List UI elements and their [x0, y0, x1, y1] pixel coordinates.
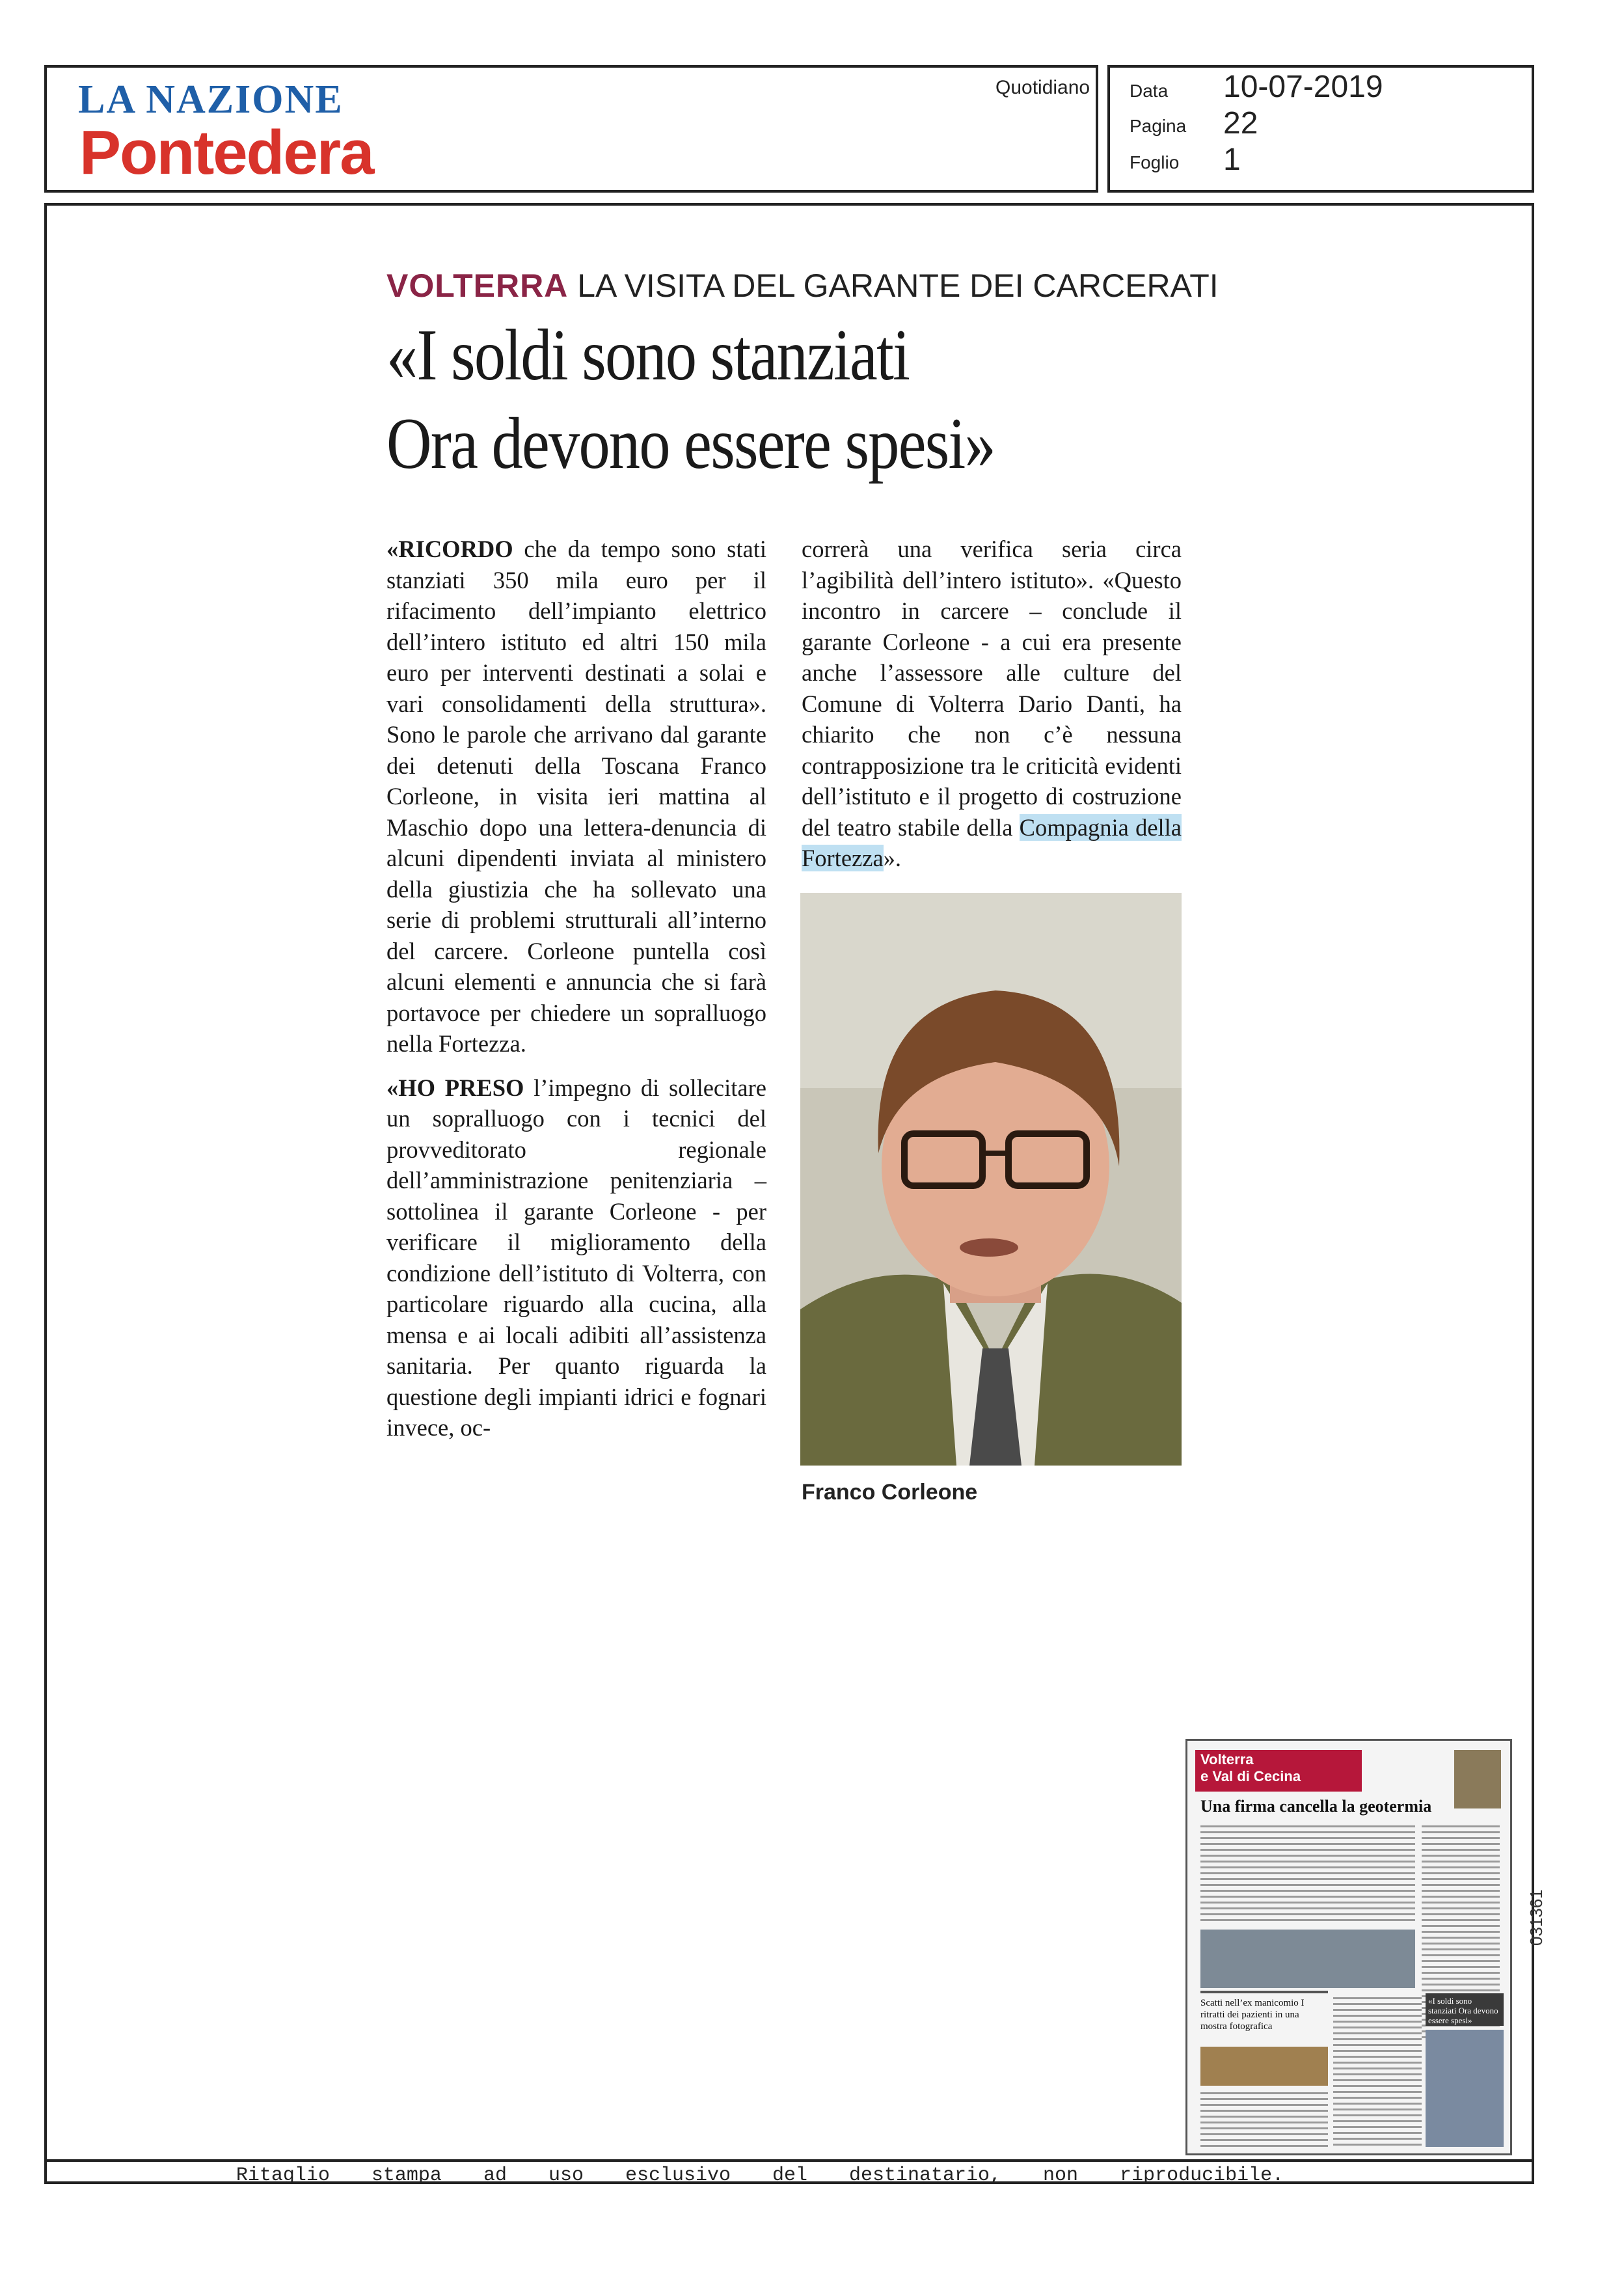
paragraph-1-text: che da tempo sono stati stanziati 350 mila euro per il rifacimento dell’impianto elettrico dell’intero istituto ed altri 150 mila euro per interventi destinati a solai e vari consolidamenti della struttura». Sono le parole che arrivano dal garante dei detenuti della Toscana Franco Corleone, in visita ieri mattina al Maschio dopo una lettera-denuncia di alcuni dipendenti inviata al ministero della giustizia che ha sollevato una serie di problemi strutturali all’interno del carcere. Corleone puntella così alcuni elementi e annuncia che si farà portavoce per chiedere un sopralluogo nella Fortezza. [386, 536, 766, 1057]
article-column-1 [386, 534, 766, 1456]
date-label: Data [1130, 81, 1169, 101]
page-label: Pagina [1130, 116, 1187, 136]
clipping-code: 031361 [1526, 1889, 1546, 1946]
edition-logo: Pontedera [79, 118, 373, 187]
paragraph-2-text: l’impegno di sollecitare un sopralluogo con i tecnici del provveditorato regionale dell’amministrazione penitenziaria – sottolinea il garante Corleone - per verificare il miglioramento della condizione dell’istituto di Volterra, con particolare riguardo alla cucina, alla mensa e ai locali adibiti all’assistenza sanitaria. Per quanto riguarda la questione degli impianti idrici e fognari invece, oc- [386, 1074, 766, 1441]
footer-divider [44, 2159, 1534, 2162]
thumb-text-block-3 [1200, 2092, 1328, 2148]
thumb-photo-1 [1200, 1930, 1415, 1988]
paragraph-2-lead: «HO PRESO [386, 1074, 524, 1101]
article-headline [386, 311, 1114, 488]
page-value: 22 [1223, 106, 1258, 141]
kicker-text: LA VISITA DEL GARANTE DEI CARCERATI [577, 267, 1219, 304]
thumb-photo-3 [1426, 2030, 1504, 2147]
headline-line-2: Ora devono essere spesi» [386, 403, 995, 484]
article-kicker [386, 267, 1219, 305]
sheet-label: Foglio [1130, 152, 1180, 172]
photo-caption: Franco Corleone [802, 1480, 978, 1505]
portrait-photo [800, 893, 1182, 1466]
paragraph-2 [386, 1072, 766, 1443]
thumb-top-headline: Una firma cancella la geotermia [1200, 1797, 1432, 1816]
date-value: 10-07-2019 [1223, 70, 1383, 104]
frequency-label: Quotidiano [995, 77, 1090, 98]
paragraph-1-lead: «RICORDO [386, 536, 513, 562]
thumb-section-line-2: e Val di Cecina [1200, 1768, 1301, 1784]
thumb-section-title [1200, 1751, 1301, 1785]
headline-line-1: «I soldi sono stanziati [386, 315, 910, 396]
sheet-value: 1 [1223, 143, 1241, 177]
page-thumbnail [1185, 1739, 1512, 2155]
portrait-illustration [800, 893, 1182, 1466]
kicker-place: VOLTERRA [386, 267, 569, 304]
thumb-portrait [1454, 1750, 1501, 1808]
article-column-2 [802, 534, 1182, 887]
paragraph-3 [802, 534, 1182, 874]
thumb-photo-2 [1200, 2047, 1328, 2086]
highlighted-text: Compagnia della Fortezza [802, 813, 1182, 871]
thumb-text-block-4 [1333, 1997, 1422, 2148]
paragraph-1 [386, 534, 766, 1059]
thumb-lower-right-headline: «I soldi sono stanziati Ora devono essere spesi» [1428, 1996, 1498, 2025]
thumb-divider [1200, 1991, 1328, 1993]
newspaper-logo: LA NAZIONE [78, 77, 344, 122]
thumb-lower-left-headline: Scatti nell’ex manicomio I ritratti dei pazienti in una mostra fotografica [1200, 1998, 1305, 2032]
thumb-text-block-1 [1200, 1825, 1415, 1923]
paragraph-3-text: correrà una verifica seria circa l’agibilità dell’intero istituto». «Questo incontro in carcere – conclude il garante Corleone - a cui era presente anche l’assessore alle culture del Comune di Volterra Dario Danti, ha chiarito che non c’è nessuna contrapposizione tra le criticità evidenti dell’istituto e il progetto di costruzione del teatro stabile della [802, 536, 1182, 841]
footer-notice: Ritaglio stampa ad uso esclusivo del destinatario, non riproducibile. [236, 2164, 1284, 2187]
thumb-section-line-1: Volterra [1200, 1751, 1254, 1767]
paragraph-3-end: ». [883, 845, 902, 871]
